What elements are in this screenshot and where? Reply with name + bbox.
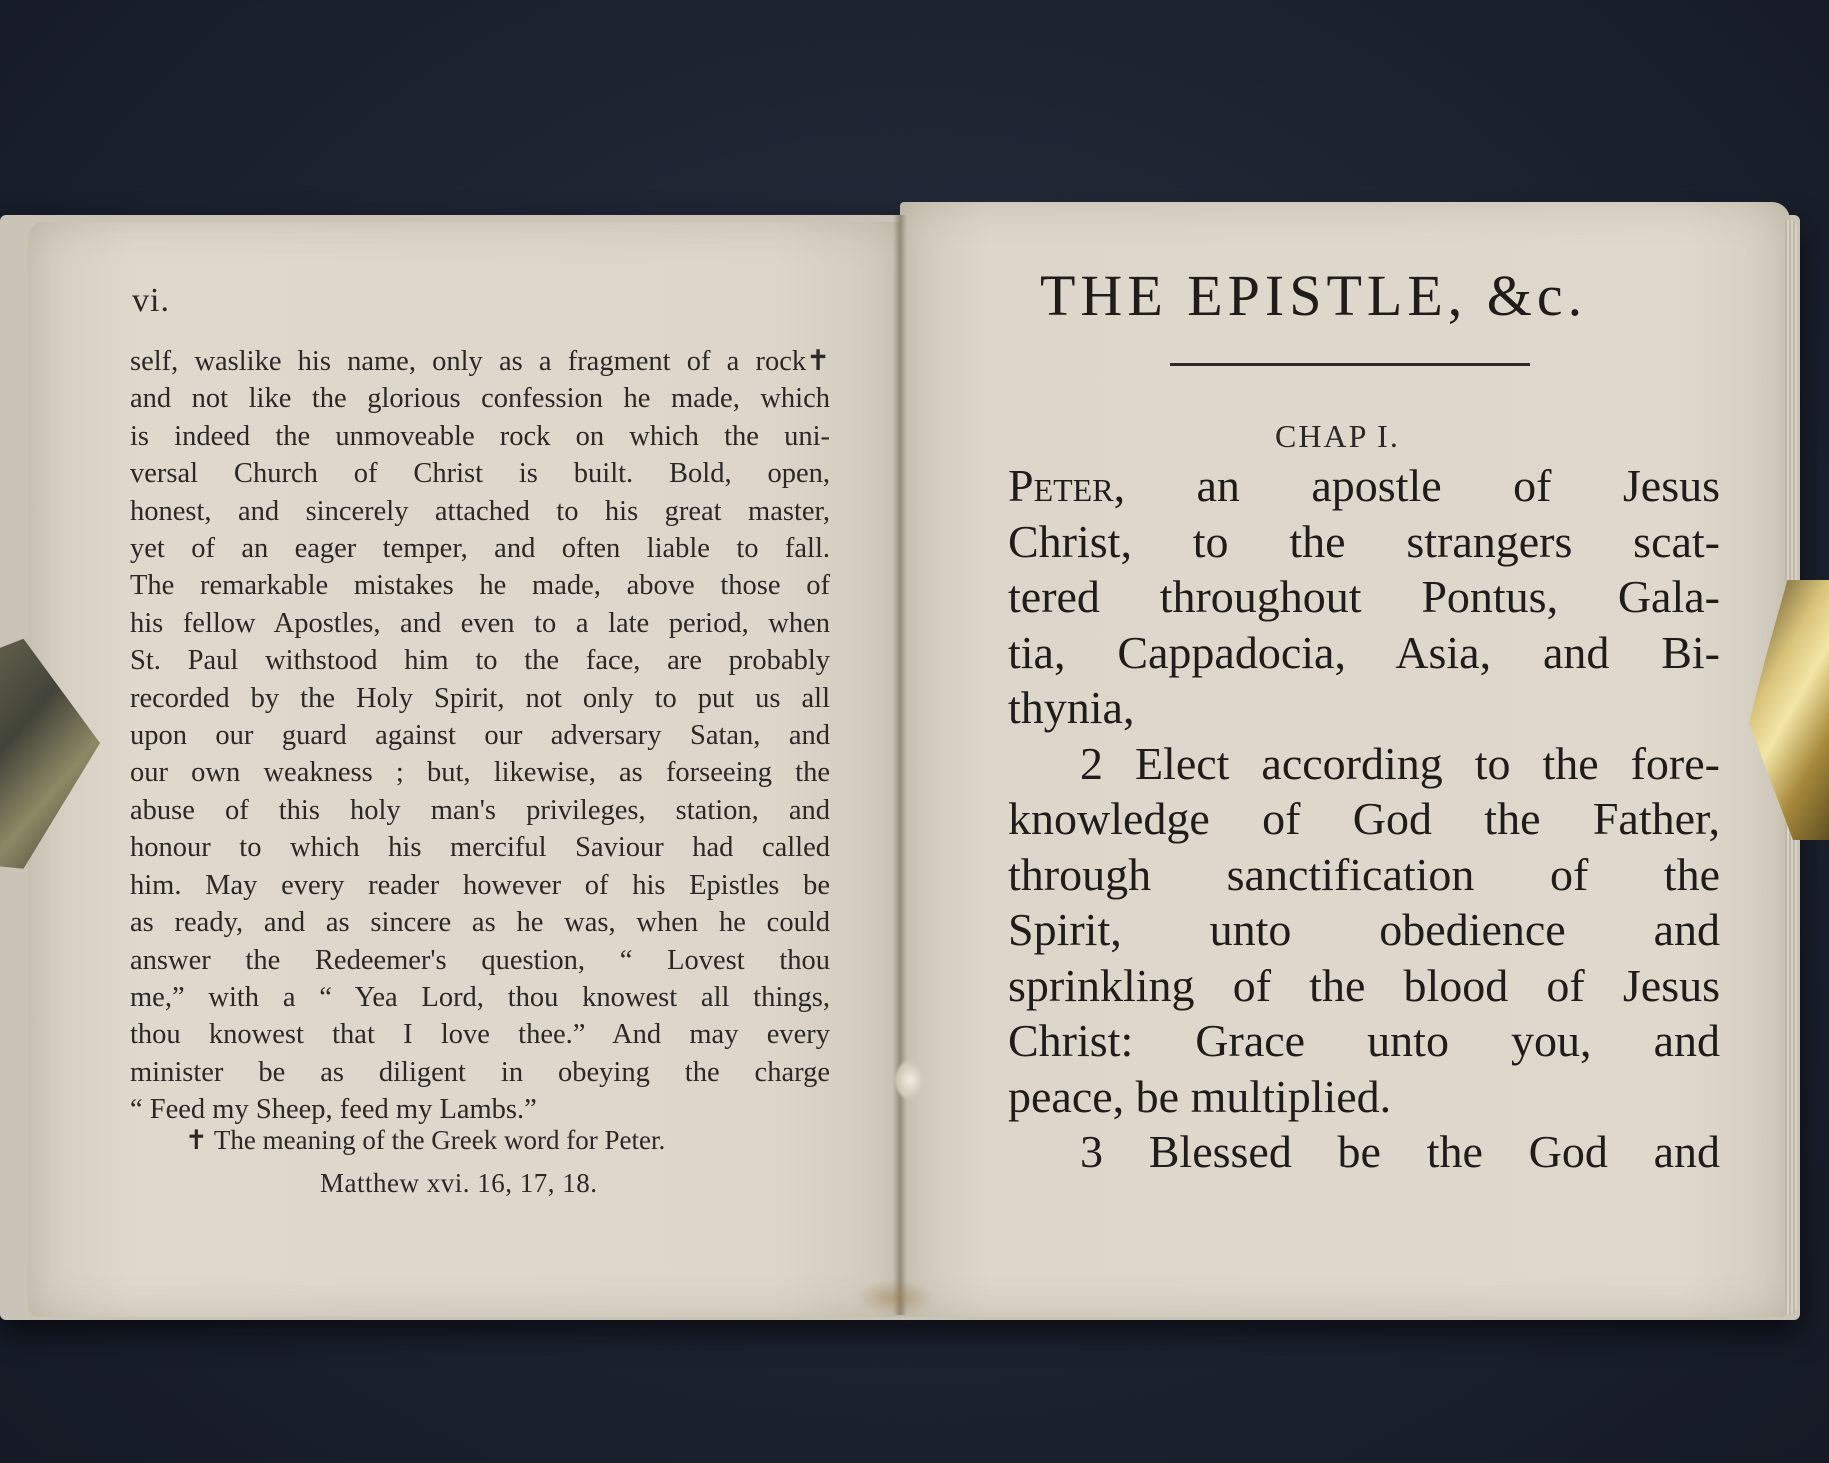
text-line: versal Church of Christ is built. Bold, open, xyxy=(130,458,830,490)
text-line: minister be as diligent in obeying the charge xyxy=(130,1056,830,1088)
text-line: him. May every reader however of his Epistles be xyxy=(130,869,830,901)
epistle-title: THE EPISTLE, &c. xyxy=(1040,263,1588,328)
page-stain xyxy=(855,1280,935,1315)
text-line: self, waslike his name, only as a fragment of a rock✝ xyxy=(130,346,830,377)
right-page-body xyxy=(1008,458,1720,1180)
page-tear xyxy=(895,1060,925,1100)
verse-line: 2 Elect according to the fore- xyxy=(1080,737,1720,789)
text-line: me,” with a “ Yea Lord, thou knowest all things, xyxy=(130,981,830,1013)
text-line: upon our guard against our adversary Satan, and xyxy=(130,720,830,752)
small-caps-lead: Peter xyxy=(1008,460,1114,511)
text-line: abuse of this holy man's privileges, station, and xyxy=(130,794,830,826)
verse-line: knowledge of God the Father, xyxy=(1008,793,1720,844)
text-line: honour to which his merciful Saviour had called xyxy=(130,832,830,864)
verse-line: Christ: Grace unto you, and xyxy=(1008,1015,1720,1066)
text-line: The remarkable mistakes he made, above those of xyxy=(130,570,830,602)
text-line: is indeed the unmoveable rock on which the uni- xyxy=(130,420,830,452)
verse-line: through sanctification of the xyxy=(1008,848,1720,900)
text-line: thou knowest that I love thee.” And may every xyxy=(130,1019,830,1051)
verse-line: peace, be multiplied. xyxy=(1008,1070,1392,1122)
page-number: vi. xyxy=(132,282,170,319)
verse-line: tered throughout Pontus, Gala- xyxy=(1008,571,1720,622)
verse-line: Peter, an apostle of Jesus xyxy=(1008,460,1720,511)
text-line: as ready, and as sincere as he was, when he could xyxy=(130,907,830,939)
footnote-reference: Matthew xvi. 16, 17, 18. xyxy=(320,1168,598,1198)
verse-line: sprinkling of the blood of Jesus xyxy=(1008,959,1720,1011)
text-line: “ Feed my Sheep, feed my Lambs.” xyxy=(130,1094,537,1126)
book-gutter xyxy=(893,215,907,1315)
text-line: yet of an eager temper, and often liable to fall. xyxy=(130,533,830,565)
verse-line: Christ, to the strangers scat- xyxy=(1008,515,1720,567)
text-line: answer the Redeemer's question, “ Lovest thou xyxy=(130,944,830,976)
verse-line: tia, Cappadocia, Asia, and Bi- xyxy=(1008,626,1720,678)
footnote: ✝ The meaning of the Greek word for Peter. xyxy=(185,1125,666,1155)
text-line: and not like the glorious confession he made, which xyxy=(130,383,830,415)
verse-line: Spirit, unto obedience and xyxy=(1008,904,1720,955)
verse-line: 3 Blessed be the God and xyxy=(1080,1126,1720,1177)
text-line: our own weakness ; but, likewise, as forseeing the xyxy=(130,757,830,789)
text-line: honest, and sincerely attached to his great master, xyxy=(130,495,830,527)
left-page-body xyxy=(130,343,830,1129)
verse-line: thynia, xyxy=(1008,682,1135,733)
text-line: his fellow Apostles, and even to a late period, when xyxy=(130,607,830,639)
text-line: St. Paul withstood him to the face, are probably xyxy=(130,645,830,677)
chapter-heading: CHAP I. xyxy=(1275,418,1400,454)
title-rule xyxy=(1170,363,1530,366)
text-line: recorded by the Holy Spirit, not only to put us all xyxy=(130,682,830,714)
